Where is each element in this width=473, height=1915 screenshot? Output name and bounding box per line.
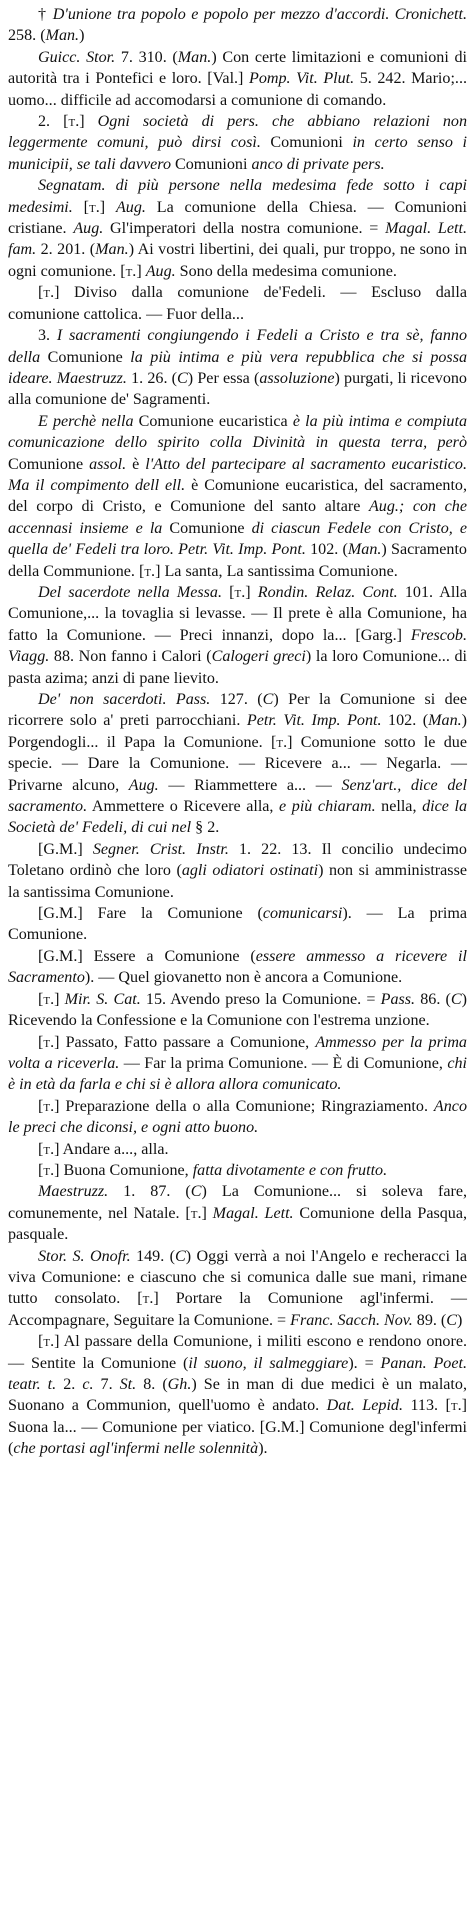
italic-text-run: c. [82, 1376, 94, 1393]
text-run: ] Comunione sotto le due specie. — Dare la Comunione. — Ricevere a... — Negarla. — Privarne alcuno, [8, 733, 467, 794]
italic-text-run: il suono, il salmeggiare [188, 1354, 349, 1372]
entry-paragraph-p03 [8, 111, 467, 175]
entry-paragraph-p02 [8, 47, 467, 111]
small-caps-mark: t. [43, 284, 55, 302]
small-caps-mark: t. [43, 990, 55, 1008]
text-run: 102. ( [305, 541, 348, 559]
italic-text-run: St. [119, 1376, 137, 1393]
italic-text-run: Maestruzz. [38, 1183, 109, 1201]
italic-text-run: Frescob. Viagg. [8, 626, 467, 666]
text-run: Comunione [40, 348, 131, 366]
entry-paragraph-p08 [8, 582, 467, 689]
small-caps-mark: t. [234, 583, 246, 601]
text-run: [ [38, 1033, 44, 1051]
text-run: ] [201, 1204, 213, 1222]
text-run: ) la loro Comunione... di pasta azima; anzi di pane lievito. [8, 648, 467, 687]
italic-text-run: agli odiatori ostinati [181, 862, 319, 880]
italic-text-run: Aug.; con che accennasi insieme e la [8, 498, 467, 537]
italic-text-run: chi è in età da farla e chi si è allora allora comunicato. [8, 1054, 467, 1094]
italic-text-run: Magal. Lett. [212, 1204, 294, 1222]
text-run: è [126, 455, 146, 473]
italic-text-run: Petr. Vit. Imp. Pont. [246, 712, 382, 730]
text-run: Sono della medesima comunione. [175, 262, 397, 280]
text-run: Comunione [8, 455, 90, 473]
entry-paragraph-p06 [8, 325, 467, 411]
italic-text-run: l'Atto del partecipare al sacramento eucaristico. Ma il compimento dell ell. [8, 455, 467, 494]
italic-text-run: Senz'art., dice del sacramento. [8, 776, 467, 816]
italic-text-run: comunicarsi [262, 905, 343, 923]
text-run: Gl'imperatori della nostra comunione. = [103, 220, 386, 238]
text-run: Ammettere o Ricevere alla, [87, 798, 280, 816]
small-caps-mark: t. [43, 1161, 55, 1179]
italic-text-run: Magal. Lett. fam. [8, 220, 467, 259]
text-run: 7. [93, 1376, 120, 1393]
italic-text-run: De' non sacerdoti. Pass. [38, 691, 211, 708]
entry-paragraph-p15 [8, 1096, 467, 1139]
text-run: ) La Comunione... si soleva fare, comunemente, nel Natale. [ [8, 1183, 467, 1222]
text-run: ] [54, 990, 65, 1008]
text-run: ). — Quel giovanetto non è ancora a Comunione. [84, 969, 403, 987]
small-caps-mark: t. [43, 1097, 55, 1115]
text-run: 101. Alla Comunione,... la tovaglia si levasse. — Il prete è alla Comunione, ha fatto la Comunione. — Preci innanzi, dopo la... [Garg.] [8, 583, 467, 644]
entry-paragraph-p18 [8, 1181, 467, 1245]
text-run: Comunione [162, 519, 252, 537]
small-caps-mark: t. [142, 1290, 154, 1308]
text-run: ) non si amministrasse la santissima Comunione. [8, 862, 467, 901]
entry-paragraph-p09 [8, 689, 467, 839]
italic-text-run: assol. [89, 455, 127, 473]
text-run: — Far la prima Comunione. — È di Comunione, [119, 1054, 448, 1072]
small-caps-mark: t. [43, 1140, 55, 1158]
text-run: ] Passato, Fatto passare a Comunione, [54, 1033, 316, 1051]
italic-text-run: Man. [95, 241, 129, 259]
italic-text-run: essere ammesso a ricevere il Sacramento [8, 947, 467, 987]
italic-text-run: assoluzione [259, 369, 335, 387]
text-run: ) Ai vostri libertini, dei quali, pur troppo, ne sono in ogni comunione. [ [8, 241, 467, 280]
text-run: 127. ( [210, 691, 263, 708]
text-run: 3. [38, 327, 57, 345]
text-run: 149. ( [130, 1247, 176, 1265]
italic-text-run: Franc. Sacch. Nov. [290, 1311, 413, 1329]
text-run: ) purgati, li ricevono alla comunione de' Sagramenti. [8, 369, 467, 409]
text-run: ] Suona la... — Comunione per viatico. [G.M.] Comunione degl'infermi ( [8, 1397, 467, 1458]
italic-text-run: Ogni società di pers. che abbiano relazioni non leggermente comuni, può dirsi così. [8, 113, 467, 152]
text-run: 102. ( [381, 712, 429, 730]
text-run: ). [258, 1440, 268, 1458]
italic-text-run: fatta divotamente e con frutto. [192, 1161, 388, 1179]
text-run: 88. Non fanno i Calori ( [49, 648, 212, 666]
italic-text-run: in certo senso i municipii, se tali davvero [8, 134, 468, 173]
text-run: ) [457, 1311, 463, 1329]
italic-text-run: C [177, 369, 188, 387]
italic-text-run: Rondin. Relaz. Cont. [257, 583, 398, 601]
text-run: ] Buona Comunione, [54, 1161, 193, 1179]
entry-paragraph-p11 [8, 903, 467, 946]
entry-paragraph-p13 [8, 989, 467, 1032]
entry-paragraph-p07 [8, 411, 467, 582]
entry-paragraph-p19 [8, 1246, 467, 1332]
italic-text-run: Aug. [145, 262, 176, 280]
italic-text-run: Ammesso per la prima volta a riceverla. [8, 1033, 467, 1072]
entry-paragraph-p16 [8, 1139, 467, 1160]
small-caps-mark: t. [68, 113, 80, 131]
text-run: ). — La prima Comunione. [8, 905, 468, 944]
entry-paragraph-p14 [8, 1032, 467, 1096]
italic-text-run: Panan. Poet. teatr. t. [8, 1354, 467, 1393]
text-run: ) Ricevendo la Confessione e la Comunione con l'estrema unzione. [8, 990, 467, 1030]
small-caps-mark: t. [144, 562, 156, 580]
italic-text-run: C [190, 1183, 202, 1201]
text-run: ) Oggi verrà a noi l'Angelo e recheracci la viva Comunione: e ciascuno che si comunica dalle sue mani, rimane tutto consolato. [ [8, 1247, 467, 1308]
text-run: ) Per la Comunione si dee ricorrere solo a' preti parrocchiani. [8, 691, 467, 730]
italic-text-run: che portasi agl'infermi nelle solennità [13, 1440, 259, 1458]
text-run: 5. 242. Mario;... uomo... difficile ad accomodarsi a comunione di comando. [8, 70, 467, 109]
text-run: ] [79, 113, 98, 131]
small-caps-mark: t. [190, 1204, 202, 1222]
text-run: [G.M.] Fare la Comunione ( [38, 905, 263, 923]
text-run: ] Diviso dalla comunione de'Fedeli. — Escluso dalla comunione cattolica. — Fuor della... [8, 284, 467, 323]
text-run: 2. [56, 1376, 83, 1393]
text-run: Comunioni [260, 134, 353, 152]
text-run: ) Con certe limitazioni e comunioni di autorità tra i Pontefici e loro. [Val.] [8, 48, 467, 88]
italic-text-run: Man. [428, 712, 462, 730]
italic-text-run: E perchè nella [38, 412, 134, 430]
text-run: — Riammettere a... — [158, 776, 342, 794]
text-run: ). = [348, 1354, 381, 1372]
text-run: ] [99, 198, 116, 216]
italic-text-run: Dat. Lepid. [326, 1397, 403, 1415]
text-run: [ [38, 1140, 44, 1158]
italic-text-run: Segner. Crist. Instr. [92, 840, 229, 858]
text-run: [ [38, 1097, 44, 1115]
italic-text-run: anco di private pers. [251, 155, 385, 173]
italic-text-run: I sacramenti congiungendo i Fedeli a Cristo e tra sè, fanno della [8, 327, 467, 366]
text-run: ] Al passare della Comunione, i militi escono e rendono onore. — Sentite la Comunione ( [8, 1333, 467, 1372]
text-run: 1. 26. ( [126, 369, 178, 387]
small-caps-mark: t. [43, 1333, 55, 1351]
italic-text-run: Mir. S. Cat. [64, 990, 141, 1008]
text-run: 258. ( [8, 27, 46, 45]
dictionary-entry-text [8, 4, 467, 1460]
italic-text-run: Aug. [115, 198, 146, 216]
text-run: 15. Avendo preso la Comunione. = [140, 990, 381, 1008]
italic-text-run: Gh. [167, 1376, 192, 1393]
text-run: [ [222, 583, 235, 601]
text-run: [ [38, 1333, 44, 1351]
text-run: ) [79, 27, 85, 45]
small-caps-mark: t. [125, 262, 137, 280]
text-run: 89. ( [412, 1311, 447, 1329]
italic-text-run: Pomp. Vit. Plut. [249, 70, 355, 88]
italic-text-run: è la più intima e compiuta comunicazione dello spirito colla Divinità in questa terra, però [8, 412, 467, 452]
italic-text-run: Man. [347, 541, 382, 559]
italic-text-run: C [175, 1247, 186, 1265]
text-run: 86. ( [415, 990, 451, 1008]
text-run: † [38, 6, 53, 23]
italic-text-run: C [446, 1311, 458, 1329]
entry-paragraph-p10 [8, 839, 467, 903]
text-run: Comunioni [171, 155, 252, 173]
italic-text-run: dice la Società de' Fedeli, di cui nel [8, 798, 467, 837]
text-run: 2. [ [38, 113, 69, 131]
text-run: 2. 201. ( [36, 241, 96, 259]
entry-paragraph-p20 [8, 1331, 467, 1459]
text-run: ) Per essa ( [187, 369, 260, 387]
text-run: 7. 310. ( [115, 48, 178, 66]
text-run: Comunione eucaristica [133, 412, 293, 430]
text-run: La comunione della Chiesa. — Comunioni cristiane. [8, 198, 468, 238]
small-caps-mark: t. [276, 733, 288, 751]
text-run: § 2. [191, 819, 220, 837]
text-run: Comunione della Pasqua, pasquale. [8, 1204, 467, 1244]
italic-text-run: Calogeri greci [211, 648, 306, 666]
text-run: ] [245, 583, 258, 601]
italic-text-run: C [450, 990, 462, 1008]
italic-text-run: C [262, 691, 274, 708]
italic-text-run: Del sacerdote nella Messa. [38, 583, 222, 601]
italic-text-run: Stor. S. Onofr. [38, 1247, 131, 1265]
entry-paragraph-p01 [8, 4, 467, 47]
italic-text-run: Aug. [73, 220, 104, 238]
text-run: è Comunione eucaristica, del sacramento, del corpo di Cristo, e Comunione del santo altare [8, 476, 467, 516]
text-run: nella, [375, 798, 423, 816]
italic-text-run: D'unione tra popolo e popolo per mezzo d'accordi. Cronichett. [52, 6, 467, 23]
text-run: [G.M.] Essere a Comunione ( [38, 947, 256, 965]
italic-text-run: e più chiaram. [279, 798, 376, 816]
text-run: 1. 22. 13. Il concilio undecimo Toletano ordinò che loro ( [8, 840, 467, 880]
text-run: ) Porgendogli... il Papa la Comunione. [ [8, 712, 468, 751]
entry-paragraph-p12 [8, 946, 467, 989]
italic-text-run: Aug. [128, 776, 159, 794]
italic-text-run: Pass. [380, 990, 416, 1008]
text-run: 8. ( [136, 1376, 168, 1393]
text-run: [ [38, 284, 44, 302]
text-run: 1. 87. ( [108, 1183, 191, 1201]
italic-text-run: la più intima e più vera repubblica che si possa ideare. Maestruzz. [8, 348, 468, 387]
text-run: ] Andare a..., alla. [54, 1140, 169, 1158]
entry-paragraph-p17 [8, 1160, 467, 1181]
text-run: ] Portare la Comunione agl'infermi. — Accompagnare, Seguitare la Comunione. = [8, 1290, 467, 1329]
text-run: [G.M.] [38, 840, 93, 858]
text-run: ) Sacramento della Communione. [ [8, 541, 467, 580]
text-run: ] Preparazione della o alla Comunione; Ringraziamento. [54, 1097, 434, 1115]
small-caps-mark: t. [43, 1033, 55, 1051]
text-run: [ [72, 198, 90, 216]
text-run: 113. [ [402, 1397, 451, 1415]
text-run: ] [136, 262, 146, 280]
text-run: [ [38, 990, 44, 1008]
small-caps-mark: t. [450, 1397, 462, 1415]
text-run: ) Se in man di due medici è un malato, Suonano a Communion, quell'uomo è andato. [8, 1376, 467, 1415]
italic-text-run: Man. [45, 27, 80, 45]
italic-text-run: Anco le preci che diconsi, e ogni atto buono. [8, 1097, 467, 1137]
text-run: ] La santa, La santissima Comunione. [155, 562, 398, 580]
small-caps-mark: t. [89, 198, 100, 216]
entry-paragraph-p05 [8, 282, 467, 325]
italic-text-run: Segnatam. di più persone nella medesima fede sotto i capi medesimi. [8, 177, 467, 216]
italic-text-run: Guicc. Stor. [38, 48, 116, 66]
italic-text-run: Man. [177, 48, 212, 66]
text-run: [ [38, 1161, 44, 1179]
entry-paragraph-p04 [8, 175, 467, 282]
italic-text-run: di ciascun Fedele con Cristo, e quella de' Fedeli tra loro. Petr. Vit. Imp. Pont. [8, 519, 468, 559]
